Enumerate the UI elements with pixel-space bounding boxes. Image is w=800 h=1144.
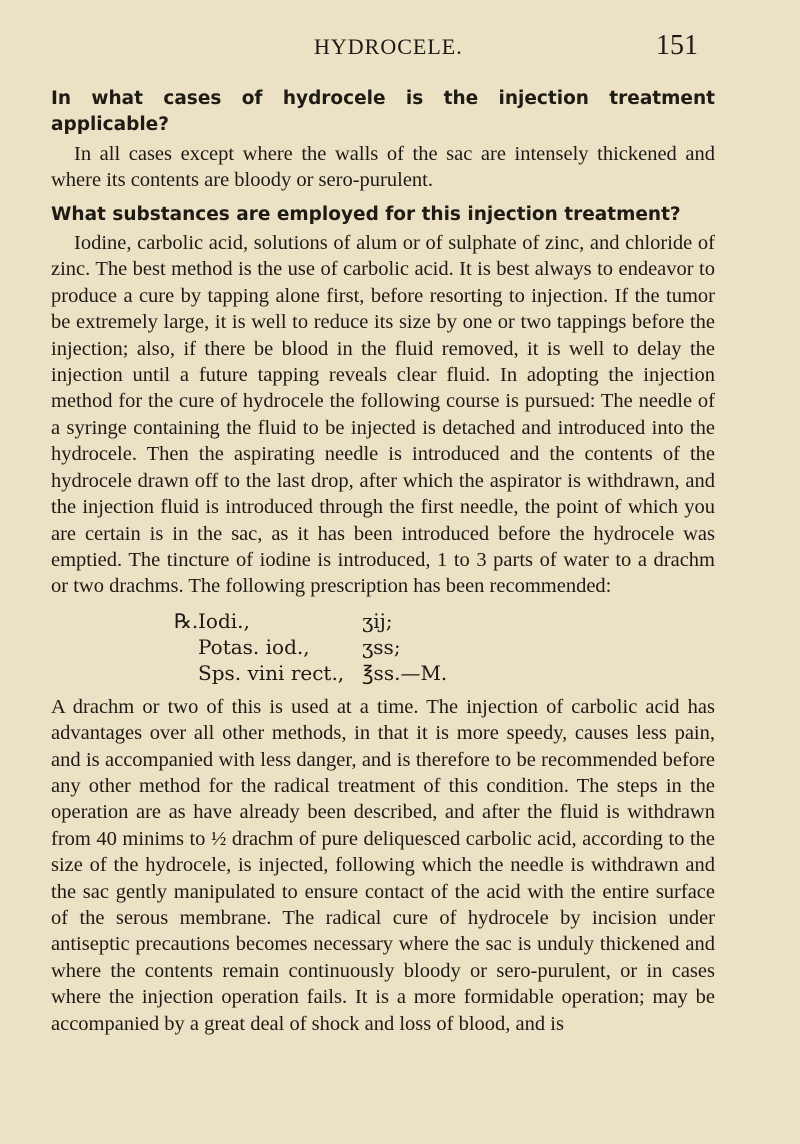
- dose: ℥ss.—M.: [362, 660, 448, 685]
- dose: ʒss;: [362, 634, 401, 659]
- prescription-line: [174, 634, 715, 660]
- prescription-line: [174, 660, 715, 686]
- prescription: [174, 608, 715, 686]
- qa-section-1: [51, 86, 715, 194]
- continuation-paragraph: A drachm or two of this is used at a time. The injection of carbolic acid has advantages over all other methods, in that it is more speedy, causes less pain, and is accompanied with less danger, and is therefore to be recommended before any other method for the radical treatment of this condition. The steps in the operation are as have already been described, and after the fluid is withdrawn from 40 minims to ½ drachm of pure deliquesced carbolic acid, according to the size of the hydrocele, is injected, following which the needle is withdrawn and the sac gently manipulated to ensure contact of the acid with the entire surface of the serous membrane. The radical cure of hydrocele by incision under antiseptic precautions becomes necessary where the sac is unduly thickened and where the contents remain continuously bloody or sero-purulent, or in cases where the injection operation fails. It is a more formidable operation; may be accompanied by a great deal of shock and loss of blood, and is: [51, 695, 715, 1035]
- question-heading: In what cases of hydrocele is the injection treatment applicable?: [51, 88, 715, 136]
- ingredient: Sps. vini rect.,: [198, 660, 345, 685]
- qa-section-2: [51, 202, 715, 600]
- prescription-line: [174, 608, 715, 634]
- running-title: HYDROCELE.: [314, 34, 463, 59]
- recipe-symbol: ℞.: [174, 608, 199, 633]
- answer-paragraph: In all cases except where the walls of the sac are intensely thickened and where its contents are bloody or sero-purulent.: [51, 142, 715, 192]
- ingredient: Potas. iod.,: [198, 634, 310, 659]
- page-number: 151: [656, 30, 698, 61]
- ingredient: Iodi.,: [198, 608, 250, 633]
- dose: ʒij;: [362, 608, 393, 633]
- question-heading: What substances are employed for this injection treatment?: [51, 203, 681, 225]
- body-text: [51, 86, 715, 1037]
- answer-paragraph: Iodine, carbolic acid, solutions of alum or of sulphate of zinc, and chloride of zinc. The best method is the use of carbolic acid. It is best always to endeavor to produce a cure by tapping alone first, before resorting to injection. If the tumor be extremely large, it is well to reduce its size by one or two tappings before the injection; also, if there be blood in the fluid removed, it is well to delay the injection until a future tapping reveals clear fluid. In adopting the injection method for the cure of hydrocele the following course is pursued: The needle of a syringe containing the fluid to be injected is detached and introduced into the hydrocele. Then the aspirating needle is introduced and the contents of the hydrocele drawn off to the last drop, after which the aspirator is withdrawn, and the injection fluid is introduced through the first needle, the point of which you are certain is in the sac, as it has been introduced before the hydrocele was emptied. The tincture of iodine is introduced, 1 to 3 parts of water to a drachm or two drachms. The following prescription has been recommended:: [51, 232, 715, 598]
